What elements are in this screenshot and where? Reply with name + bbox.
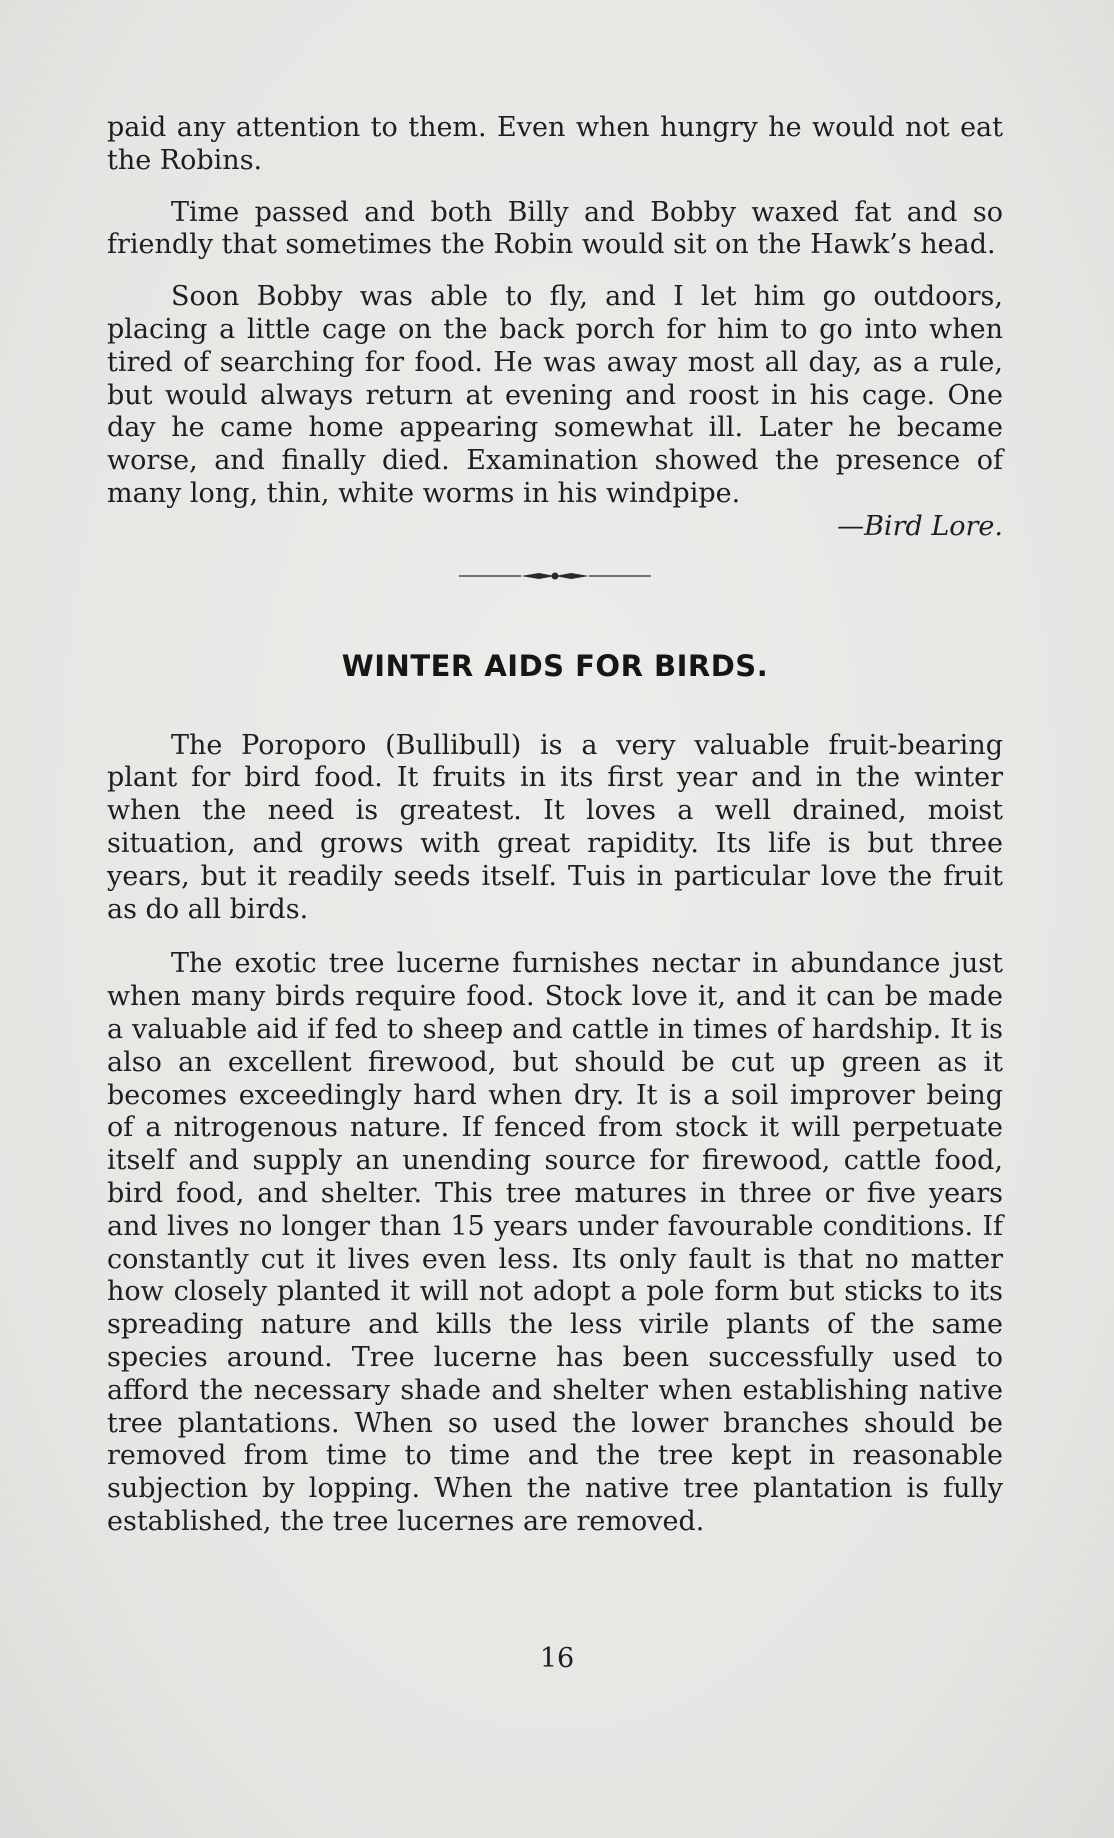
- paragraph-time-passed: Time passed and both Billy and Bobby waxed fat and so friendly that sometimes the Robin would sit on the Hawk’s head.: [107, 196, 1003, 261]
- paragraph-poroporo: The Poroporo (Bullibull) is a very valuable fruit-bearing plant for bird food. It fruits in its first year and in the winter when the need is greatest. It loves a well drained, moist situation, and grows with great rapidity. Its life is but three years, but it readily seeds itself. Tuis in particular love the fruit as do all birds.: [107, 729, 1003, 925]
- section-heading: WINTER AIDS FOR BIRDS.: [341, 648, 769, 683]
- paragraph-tree-lucerne: The exotic tree lucerne furnishes nectar in abundance just when many birds require food. Stock love it, and it can be made a valuable aid if fed to sheep and cattle in times of hardship. It is also an excellent firewood, but should be cut up green as it becomes exceedingly hard when dry. It is a soil improver being of a nitrogenous nature. If fenced from stock it will perpetuate itself and supply an unending source for firewood, cattle food, bird food, and shelter. This tree matures in three or five years and lives no longer than 15 years under favourable conditions. If constantly cut it lives even less. Its only fault is that no matter how closely planted it will not adopt a pole form but sticks to its spreading nature and kills the less virile plants of the same species around. Tree lucerne has been successfully used to afford the necessary shade and shelter when establishing native tree plantations. When so used the lower branches should be removed from time to time and the tree kept in reasonable subjection by lopping. When the native tree plantation is fully established, the tree lucernes are removed.: [107, 948, 1003, 1537]
- rule-ornament-icon: [459, 566, 651, 586]
- paragraph-continuation: paid any attention to them. Even when hungry he would not eat the Robins.: [107, 112, 1003, 176]
- page-number: 16: [539, 1643, 575, 1674]
- attribution: —Bird Lore.: [837, 510, 1003, 542]
- text-column: [107, 112, 1003, 1539]
- paragraph-soon-bobby: Soon Bobby was able to fly, and I let him go outdoors, placing a little cage on the back porch for him to go into when tired of searching for food. He was away most all day, as a rule, but would always return at evening and roost in his cage. One day he came home appearing somewhat ill. Later he became worse, and finally died. Examination showed the presence of many long, thin, white worms in his windpipe.: [107, 281, 1003, 509]
